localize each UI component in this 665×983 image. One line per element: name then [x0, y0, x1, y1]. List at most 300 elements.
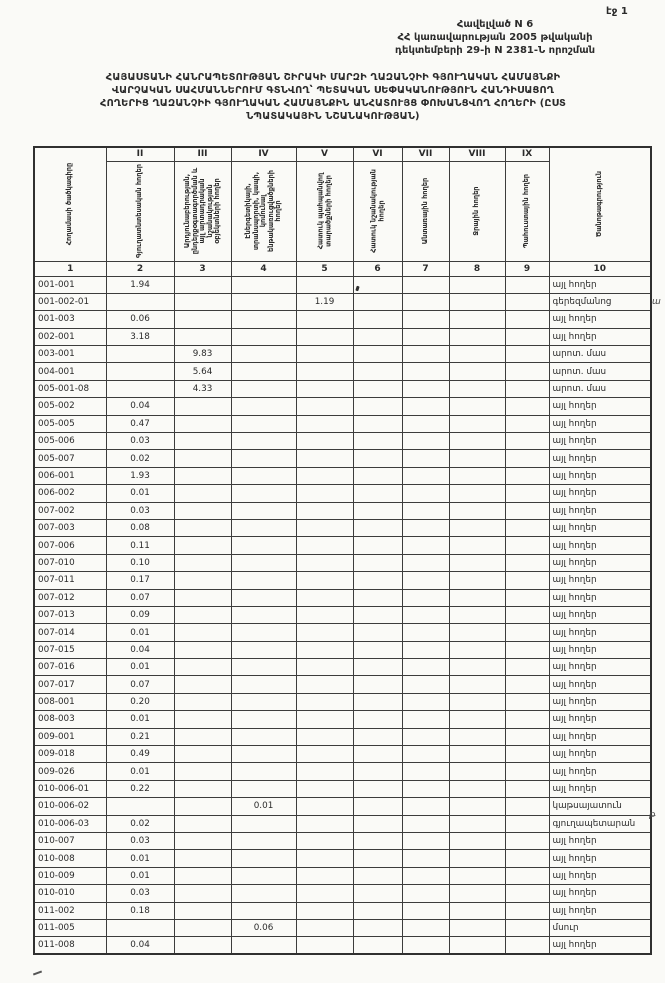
area-cell-industrial [174, 537, 231, 554]
note-cell: մսուր [549, 919, 651, 936]
roman-IX: IX [505, 147, 549, 161]
area-cell-industrial [174, 850, 231, 867]
area-cell-special [353, 415, 402, 432]
area-cell-infrastructure [231, 589, 296, 606]
area-cell-special [353, 467, 402, 484]
area-cell-industrial [174, 676, 231, 693]
area-cell-infrastructure [231, 485, 296, 502]
area-cell-reserve [505, 276, 549, 293]
note-cell: այլ հողեր [549, 780, 651, 797]
area-cell-industrial [174, 624, 231, 641]
parcel-code-cell: 008-003 [34, 711, 106, 728]
area-cell-water [449, 763, 505, 780]
area-cell-special [353, 676, 402, 693]
parcel-code-cell: 002-001 [34, 328, 106, 345]
note-cell: այլ հողեր [549, 728, 651, 745]
area-cell-protected [296, 850, 353, 867]
area-cell-industrial [174, 589, 231, 606]
area-cell-agricultural: 0.01 [106, 659, 174, 676]
area-cell-water [449, 867, 505, 884]
area-cell-forest [402, 746, 449, 763]
area-cell-special [353, 606, 402, 623]
col-header-infrastructure: Էներգետիկայի, տրանսպորտի, կապի, կոմունալ ենթակառուցվածքների հողեր [231, 161, 296, 261]
table-row [34, 433, 651, 450]
note-cell: այլ հողեր [549, 554, 651, 571]
area-cell-special [353, 398, 402, 415]
area-cell-forest [402, 589, 449, 606]
table-body [34, 276, 651, 954]
area-cell-infrastructure [231, 780, 296, 797]
area-cell-agricultural [106, 919, 174, 936]
area-cell-protected [296, 554, 353, 571]
area-cell-infrastructure [231, 450, 296, 467]
parcel-code-cell: 007-015 [34, 641, 106, 658]
parcel-code-cell: 007-016 [34, 659, 106, 676]
area-cell-industrial [174, 693, 231, 710]
note-cell: այլ հողեր [549, 485, 651, 502]
area-cell-protected [296, 798, 353, 815]
roman-VIII: VIII [449, 147, 505, 161]
area-cell-water [449, 293, 505, 310]
area-cell-agricultural: 1.94 [106, 276, 174, 293]
parcel-code-cell: 010-008 [34, 850, 106, 867]
area-cell-forest [402, 485, 449, 502]
table-row [34, 328, 651, 345]
area-cell-infrastructure [231, 763, 296, 780]
area-cell-industrial [174, 398, 231, 415]
title-line: ՆՊԱՏԱԿԱՅԻՆ ՆՇԱՆԱԿՈՒԹՅԱՆ) [246, 111, 420, 122]
area-cell-water [449, 711, 505, 728]
col-header-water: Ջրային հողեր [449, 161, 505, 261]
area-cell-infrastructure [231, 502, 296, 519]
note-cell: արոտ. մաս [549, 346, 651, 363]
area-cell-special [353, 311, 402, 328]
area-cell-infrastructure [231, 554, 296, 571]
parcel-code-cell: 009-018 [34, 746, 106, 763]
area-cell-special [353, 346, 402, 363]
area-cell-industrial [174, 606, 231, 623]
area-cell-reserve [505, 693, 549, 710]
area-cell-water [449, 519, 505, 536]
area-cell-infrastructure [231, 746, 296, 763]
area-cell-protected [296, 833, 353, 850]
area-cell-infrastructure [231, 833, 296, 850]
note-cell: այլ հողեր [549, 398, 651, 415]
area-cell-reserve [505, 537, 549, 554]
area-cell-special [353, 485, 402, 502]
area-cell-agricultural [106, 346, 174, 363]
parcel-code-cell: 005-005 [34, 415, 106, 432]
table-row [34, 415, 651, 432]
area-cell-protected [296, 433, 353, 450]
area-cell-reserve [505, 606, 549, 623]
area-cell-reserve [505, 519, 549, 536]
note-cell: այլ հողեր [549, 885, 651, 902]
area-cell-industrial [174, 902, 231, 919]
area-cell-forest [402, 415, 449, 432]
table-row [34, 589, 651, 606]
parcel-code-cell: 001-003 [34, 311, 106, 328]
note-cell: այլ հողեր [549, 311, 651, 328]
area-cell-forest [402, 902, 449, 919]
area-cell-infrastructure [231, 815, 296, 832]
area-cell-forest [402, 937, 449, 954]
col-header-special: Հատուկ նշանակության հողեր [353, 161, 402, 261]
area-cell-water [449, 380, 505, 397]
col-number: 4 [231, 261, 296, 276]
area-cell-agricultural: 0.03 [106, 502, 174, 519]
parcel-code-cell: 010-006-02 [34, 798, 106, 815]
area-cell-agricultural: 0.01 [106, 763, 174, 780]
note-cell: այլ հողեր [549, 850, 651, 867]
table-row [34, 606, 651, 623]
area-cell-reserve [505, 867, 549, 884]
area-cell-water [449, 833, 505, 850]
note-cell: այլ հողեր [549, 502, 651, 519]
area-cell-reserve [505, 833, 549, 850]
area-cell-infrastructure [231, 328, 296, 345]
parcel-code-cell: 007-003 [34, 519, 106, 536]
roman-numeral-row [34, 147, 651, 161]
table-header [34, 147, 651, 276]
note-cell: այլ հողեր [549, 763, 651, 780]
area-cell-infrastructure [231, 537, 296, 554]
parcel-code-cell: 007-013 [34, 606, 106, 623]
area-cell-special [353, 433, 402, 450]
area-cell-infrastructure [231, 641, 296, 658]
area-cell-water [449, 346, 505, 363]
table-row [34, 641, 651, 658]
area-cell-industrial [174, 519, 231, 536]
area-cell-water [449, 572, 505, 589]
area-cell-reserve [505, 763, 549, 780]
area-cell-water [449, 485, 505, 502]
area-cell-agricultural [106, 363, 174, 380]
col-number: 6 [353, 261, 402, 276]
area-cell-industrial [174, 711, 231, 728]
area-cell-industrial: 9.83 [174, 346, 231, 363]
parcel-code-cell: 004-001 [34, 363, 106, 380]
parcel-code-cell: 006-001 [34, 467, 106, 484]
col-number: 3 [174, 261, 231, 276]
area-cell-infrastructure [231, 624, 296, 641]
area-cell-special [353, 328, 402, 345]
parcel-code-cell: 009-001 [34, 728, 106, 745]
government-line-1: ՀՀ կառավարության 2005 թվականի [397, 32, 593, 43]
area-cell-agricultural: 0.18 [106, 902, 174, 919]
area-cell-industrial [174, 502, 231, 519]
area-cell-forest [402, 433, 449, 450]
table-row [34, 363, 651, 380]
roman-VII: VII [402, 147, 449, 161]
area-cell-infrastructure [231, 467, 296, 484]
area-cell-infrastructure [231, 572, 296, 589]
area-cell-agricultural: 0.04 [106, 641, 174, 658]
area-cell-reserve [505, 919, 549, 936]
area-cell-forest [402, 346, 449, 363]
area-cell-reserve [505, 380, 549, 397]
area-cell-special [353, 589, 402, 606]
area-cell-infrastructure: 0.06 [231, 919, 296, 936]
col-number: 2 [106, 261, 174, 276]
area-cell-protected [296, 919, 353, 936]
table-row [34, 519, 651, 536]
area-cell-industrial [174, 867, 231, 884]
area-cell-agricultural: 0.01 [106, 850, 174, 867]
area-cell-agricultural: 0.04 [106, 937, 174, 954]
area-cell-forest [402, 659, 449, 676]
area-cell-protected [296, 346, 353, 363]
note-cell: այլ հողեր [549, 433, 651, 450]
parcel-code-cell: 003-001 [34, 346, 106, 363]
area-cell-water [449, 328, 505, 345]
area-cell-forest [402, 780, 449, 797]
table-row [34, 485, 651, 502]
area-cell-special [353, 728, 402, 745]
note-cell: այլ հողեր [549, 693, 651, 710]
table-row [34, 850, 651, 867]
area-cell-protected [296, 450, 353, 467]
note-cell: այլ հողեր [549, 676, 651, 693]
table-row [34, 885, 651, 902]
col-header-industrial: Արդյունաբերության, ընդերքօգտագործման և այլ արտադրական նշանակության օբյեկտների հողեր [174, 161, 231, 261]
col-header-forest: Անտառային հողեր [402, 161, 449, 261]
roman-VI: VI [353, 147, 402, 161]
area-cell-special [353, 833, 402, 850]
area-cell-water [449, 798, 505, 815]
area-cell-infrastructure [231, 311, 296, 328]
area-cell-forest [402, 763, 449, 780]
area-cell-water [449, 659, 505, 676]
table-row [34, 311, 651, 328]
handwritten-mark: թ [649, 810, 656, 820]
area-cell-special [353, 746, 402, 763]
parcel-code-cell: 009-026 [34, 763, 106, 780]
area-cell-special [353, 763, 402, 780]
area-cell-reserve [505, 937, 549, 954]
area-cell-special [353, 659, 402, 676]
area-cell-industrial [174, 450, 231, 467]
area-cell-water [449, 624, 505, 641]
area-cell-reserve [505, 485, 549, 502]
note-cell: գյուղապետարան [549, 815, 651, 832]
note-cell: այլ հողեր [549, 537, 651, 554]
parcel-code-cell: 010-006-01 [34, 780, 106, 797]
area-cell-industrial [174, 728, 231, 745]
area-cell-industrial [174, 763, 231, 780]
handwritten-mark: ա [652, 297, 661, 307]
appendix-number: Հավելված N 6 [456, 19, 534, 30]
area-cell-protected [296, 415, 353, 432]
parcel-code-cell: 010-007 [34, 833, 106, 850]
area-cell-industrial [174, 328, 231, 345]
area-cell-forest [402, 572, 449, 589]
area-cell-forest [402, 398, 449, 415]
table-row [34, 659, 651, 676]
area-cell-protected [296, 728, 353, 745]
area-cell-industrial: 4.33 [174, 380, 231, 397]
area-cell-reserve [505, 433, 549, 450]
parcel-code-cell: 007-017 [34, 676, 106, 693]
area-cell-water [449, 554, 505, 571]
area-cell-protected [296, 519, 353, 536]
area-cell-forest [402, 711, 449, 728]
area-cell-special [353, 502, 402, 519]
area-cell-forest [402, 554, 449, 571]
area-cell-forest [402, 467, 449, 484]
area-cell-infrastructure [231, 902, 296, 919]
area-cell-forest [402, 363, 449, 380]
area-cell-industrial [174, 833, 231, 850]
area-cell-protected [296, 485, 353, 502]
area-cell-agricultural: 0.10 [106, 554, 174, 571]
parcel-code-cell: 006-002 [34, 485, 106, 502]
area-cell-reserve [505, 798, 549, 815]
area-cell-reserve [505, 293, 549, 310]
col-header-agricultural: Գյուղատնտեսական հողեր [106, 161, 174, 261]
note-cell: այլ հողեր [549, 450, 651, 467]
note-cell: այլ հողեր [549, 902, 651, 919]
area-cell-water [449, 589, 505, 606]
document-title [18, 71, 648, 123]
parcel-code-cell: 010-009 [34, 867, 106, 884]
area-cell-protected [296, 780, 353, 797]
area-cell-protected [296, 867, 353, 884]
parcel-code-cell: 011-008 [34, 937, 106, 954]
title-line: ՀՈՂԵՐԻՑ ՂԱԶԱՆՉԻԻ ԳՅՈՒՂԱԿԱՆ ՀԱՄԱՅՆՔԻՆ ԱՆՀԱՏՈՒՅՑ ՓՈԽԱՆՑՎՈՂ ՀՈՂԵՐԻ (ԸՍՏ [100, 98, 566, 109]
area-cell-protected [296, 763, 353, 780]
area-cell-water [449, 467, 505, 484]
area-cell-water [449, 676, 505, 693]
area-cell-agricultural: 0.02 [106, 815, 174, 832]
area-cell-protected [296, 676, 353, 693]
area-cell-agricultural: 1.93 [106, 467, 174, 484]
area-cell-protected [296, 276, 353, 293]
area-cell-special [353, 902, 402, 919]
area-cell-protected [296, 380, 353, 397]
area-cell-protected [296, 659, 353, 676]
area-cell-industrial [174, 746, 231, 763]
appendix-header [315, 18, 665, 57]
area-cell-reserve [505, 415, 549, 432]
note-cell: այլ հողեր [549, 589, 651, 606]
area-cell-industrial [174, 919, 231, 936]
area-cell-protected [296, 572, 353, 589]
area-cell-protected [296, 328, 353, 345]
area-cell-agricultural: 0.20 [106, 693, 174, 710]
table-row [34, 763, 651, 780]
note-cell: արոտ. մաս [549, 363, 651, 380]
area-cell-water [449, 780, 505, 797]
area-cell-industrial [174, 659, 231, 676]
area-cell-special [353, 537, 402, 554]
area-cell-infrastructure [231, 433, 296, 450]
area-cell-agricultural: 0.01 [106, 624, 174, 641]
table-row [34, 467, 651, 484]
area-cell-infrastructure [231, 276, 296, 293]
area-cell-reserve [505, 363, 549, 380]
area-cell-protected [296, 589, 353, 606]
area-cell-protected [296, 902, 353, 919]
area-cell-agricultural: 0.11 [106, 537, 174, 554]
parcel-code-cell: 007-002 [34, 502, 106, 519]
area-cell-water [449, 919, 505, 936]
land-parcels-table [33, 146, 652, 955]
area-cell-agricultural: 0.22 [106, 780, 174, 797]
area-cell-water [449, 885, 505, 902]
parcel-code-cell: 005-001-08 [34, 380, 106, 397]
area-cell-special [353, 919, 402, 936]
area-cell-industrial [174, 293, 231, 310]
area-cell-protected [296, 815, 353, 832]
area-cell-protected [296, 537, 353, 554]
area-cell-agricultural: 0.03 [106, 885, 174, 902]
area-cell-industrial [174, 798, 231, 815]
area-cell-special [353, 850, 402, 867]
area-cell-agricultural: 0.17 [106, 572, 174, 589]
area-cell-agricultural: 0.49 [106, 746, 174, 763]
area-cell-infrastructure [231, 850, 296, 867]
area-cell-forest [402, 380, 449, 397]
title-line: ՎԱՐՉԱԿԱՆ ՍԱՀՄԱՆՆԵՐՈՒՄ ԳՏՆՎՈՂ՝ ՊԵՏԱԿԱՆ ՍԵՓԱԿԱՆՈՒԹՅՈՒՆ ՀԱՆԴԻՍԱՑՈՂ [111, 85, 555, 96]
area-cell-protected [296, 363, 353, 380]
table-row [34, 293, 651, 310]
area-cell-infrastructure [231, 293, 296, 310]
area-cell-special [353, 554, 402, 571]
area-cell-reserve [505, 328, 549, 345]
col-number: 8 [449, 261, 505, 276]
area-cell-infrastructure [231, 519, 296, 536]
title-line: ՀԱՅԱՍՏԱՆԻ ՀԱՆՐԱՊԵՏՈՒԹՅԱՆ ՇԻՐԱԿԻ ՄԱՐԶԻ ՂԱԶԱՆՉԻԻ ԳՅՈՒՂԱԿԱՆ ՀԱՄԱՅՆՔԻ [105, 72, 561, 83]
area-cell-reserve [505, 659, 549, 676]
area-cell-special [353, 293, 402, 310]
col-number: 5 [296, 261, 353, 276]
table-row [34, 537, 651, 554]
table-row [34, 693, 651, 710]
area-cell-reserve [505, 467, 549, 484]
ink-mark [33, 971, 42, 976]
area-cell-industrial [174, 780, 231, 797]
parcel-code-cell: 007-011 [34, 572, 106, 589]
table-row [34, 815, 651, 832]
area-cell-agricultural: 0.07 [106, 589, 174, 606]
note-cell: այլ հողեր [549, 641, 651, 658]
area-cell-protected [296, 311, 353, 328]
area-cell-industrial [174, 276, 231, 293]
col-number: 9 [505, 261, 549, 276]
note-cell: այլ հողեր [549, 746, 651, 763]
area-cell-forest [402, 537, 449, 554]
table-row [34, 398, 651, 415]
area-cell-special [353, 450, 402, 467]
col-number: 10 [549, 261, 651, 276]
table-row [34, 276, 651, 293]
area-cell-forest [402, 728, 449, 745]
area-cell-water [449, 746, 505, 763]
area-cell-forest [402, 693, 449, 710]
parcel-code-cell: 007-012 [34, 589, 106, 606]
area-cell-protected: 1.19 [296, 293, 353, 310]
page-number-label: էջ 1 [606, 6, 628, 17]
area-cell-forest [402, 676, 449, 693]
area-cell-special [353, 276, 402, 293]
area-cell-forest [402, 624, 449, 641]
area-cell-special [353, 363, 402, 380]
area-cell-reserve [505, 589, 549, 606]
area-cell-water [449, 415, 505, 432]
area-cell-industrial [174, 937, 231, 954]
table-row [34, 867, 651, 884]
